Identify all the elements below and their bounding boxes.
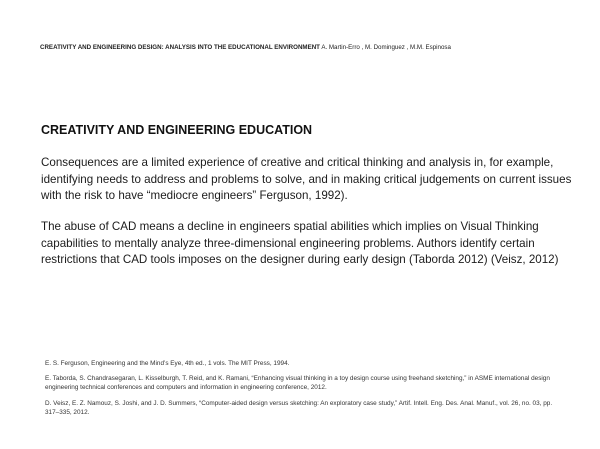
section-title: CREATIVITY AND ENGINEERING EDUCATION — [41, 123, 313, 137]
reference-item: D. Veisz, E. Z. Namouz, S. Joshi, and J. D. Summers, “Computer-aided design versus sketching: An exploratory case study,” Artif. Intell. Eng. Des. Anal. Manuf., vol. 26, no. 03, pp. 317–335, 2012. — [45, 399, 553, 416]
reference-item: E. Taborda, S. Chandrasegaran, L. Kisselburgh, T. Reid, and K. Ramani, “Enhancing visual thinking in a toy design course using freehand sketching,” in ASME international design engineering technical conferences and computers and information in engineering conference, 2012. — [45, 375, 550, 392]
header-authors: A. Martin-Erro , M. Dominguez , M.M. Espinosa — [319, 44, 451, 51]
paragraph-cad-abuse: The abuse of CAD means a decline in engineers spatial abilities which implies on Visual Thinking capabilities to mentally analyze three-dimensional engineering problems. Authors identify certain restrictions that CAD tools imposes on the designer during early design (Taborda 2012) (Veisz, 2012) — [41, 220, 559, 267]
header-title: CREATIVITY AND ENGINEERING DESIGN: ANALYSIS INTO THE EDUCATIONAL ENVIRONMENT — [40, 44, 320, 51]
reference-item: E. S. Ferguson, Engineering and the Mind’s Eye, 4th ed., 1 vols. The MIT Press, 1994. — [45, 360, 290, 367]
header — [40, 44, 580, 52]
references-list — [45, 359, 565, 423]
paragraph-consequences: Consequences are a limited experience of creative and critical thinking and analysis in, for example, identifying needs to address and problems to solve, and in making critical judgements on current issues with the risk to have “mediocre engineers” Ferguson, 1992). — [41, 156, 572, 203]
